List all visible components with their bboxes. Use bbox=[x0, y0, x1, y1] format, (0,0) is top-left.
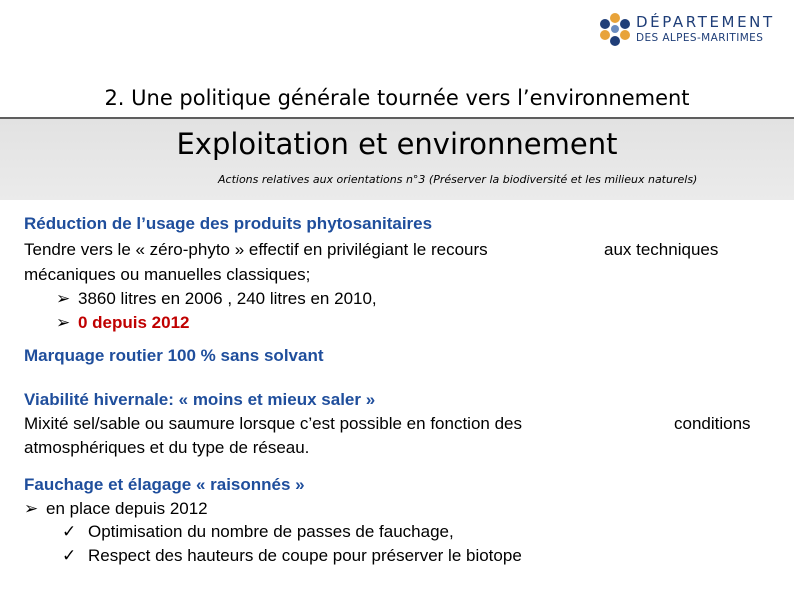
bullet-text-highlight: 0 depuis 2012 bbox=[78, 313, 190, 332]
page-title: Exploitation et environnement bbox=[176, 127, 618, 161]
fauchage-heading: Fauchage et élagage « raisonnés » bbox=[24, 475, 305, 494]
bullet-text: en place depuis 2012 bbox=[46, 499, 208, 518]
viabilite-line-2: atmosphériques et du type de réseau. bbox=[24, 438, 310, 457]
phyto-bullet-1 bbox=[56, 289, 377, 309]
phyto-heading: Réduction de l’usage des produits phytosanitaires bbox=[24, 214, 433, 233]
phyto-bullet-2 bbox=[56, 313, 190, 333]
phyto-line-2: mécaniques ou manuelles classiques; bbox=[24, 265, 311, 284]
bullet-text: 3860 litres en 2006 , 240 litres en 2010, bbox=[78, 289, 377, 308]
fauchage-check-2 bbox=[62, 546, 522, 566]
fauchage-bullet bbox=[24, 499, 208, 519]
department-logo bbox=[598, 12, 775, 46]
marquage-heading: Marquage routier 100 % sans solvant bbox=[24, 346, 324, 365]
arrow-bullet-icon: ➢ bbox=[56, 313, 71, 332]
check-icon: ✓ bbox=[62, 522, 77, 541]
viabilite-line-1b: conditions bbox=[674, 414, 751, 433]
title-caption: Actions relatives aux orientations n°3 (Préserver la biodiversité et les milieux naturels) bbox=[218, 173, 698, 186]
phyto-line-1b: aux techniques bbox=[604, 240, 719, 259]
check-text: Optimisation du nombre de passes de fauchage, bbox=[88, 522, 454, 541]
viabilite-heading: Viabilité hivernale: « moins et mieux saler » bbox=[24, 390, 376, 409]
phyto-line-1a: Tendre vers le « zéro-phyto » effectif en privilégiant le recours bbox=[24, 240, 488, 259]
logo-line-1: DÉPARTEMENT bbox=[636, 13, 775, 31]
section-subtitle: 2. Une politique générale tournée vers l’environnement bbox=[104, 86, 690, 110]
check-text: Respect des hauteurs de coupe pour préserver le biotope bbox=[88, 546, 522, 565]
viabilite-line-1a: Mixité sel/sable ou saumure lorsque c’est possible en fonction des bbox=[24, 414, 522, 433]
departement-emblem-icon bbox=[598, 12, 632, 46]
arrow-bullet-icon: ➢ bbox=[56, 289, 71, 308]
arrow-bullet-icon: ➢ bbox=[24, 499, 39, 518]
check-icon: ✓ bbox=[62, 546, 77, 565]
fauchage-check-1 bbox=[62, 522, 454, 542]
logo-line-2: DES ALPES-MARITIMES bbox=[636, 32, 764, 44]
